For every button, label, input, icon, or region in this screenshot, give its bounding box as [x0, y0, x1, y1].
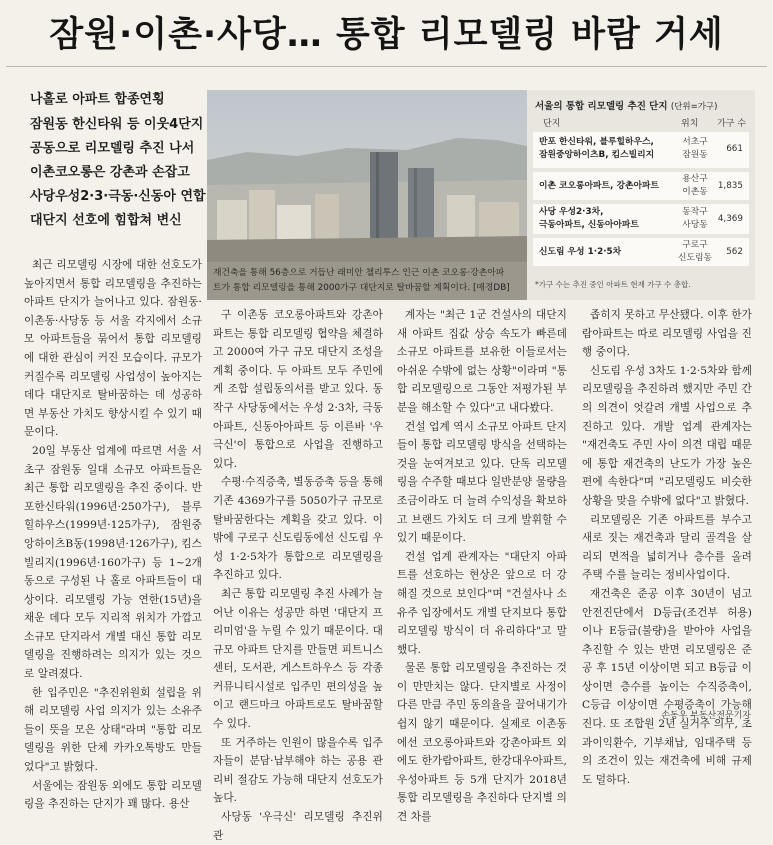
row-complex-line: 이촌 코오롱아파트, 강촌아파트	[539, 181, 659, 191]
paragraph: 건설 업계 관계자는 "대단지 아파트를 선호하는 현상은 앞으로 더 강해질 것으로 보인다"며 "건설사나 소유주 입장에서도 개별 단지보다 통합 리모델링 방식이 더 유리하다"고 말했다.	[397, 550, 567, 656]
lead-label: 나홀로 아파트 합종연횡	[30, 92, 165, 107]
photo-caption-line: 재건축을 통해 56층으로 거듭난 래미안 첼리투스 인근 이촌 코오롱·강촌아파	[213, 268, 505, 278]
row-complex-line: 극동아파트, 신동아아파트	[539, 220, 639, 230]
lead-line: 사당우성2·3·극동·신동아 연합	[30, 189, 206, 204]
paragraph: 재건축은 준공 이후 30년이 넘고 안전진단에서 D등급(조건부 허용) 이나 E등급(불량)을 받아야 사업을 추진할 수 있는 반면 리모델링은 준공 후 15년 이상이면 되고 B등급 이상이면 층수를 높이는 수직증축이, C등급 이상이면 수평증축이 가능해진다. 또 조합원 2년 실거주 의무, 초과이익환수, 기부채납, 임대주택 등의 조건이 있는 재건축에 비해 규제도 덜하다.	[582, 587, 752, 786]
lead-line: 잠원동 한신타워 등 이웃4단지	[30, 117, 204, 132]
paragraph: 구 이촌동 코오롱아파트와 강촌아파트는 통합 리모델링 협약을 체결하고 2000여 가구 규모 대단지 조성을 계획 중이다. 두 아파트 모두 주민에게 조합 설립동의서를 받고 있다. 동작구 사당동에서는 우성 2·3차, 극동아파트, 신동아아파트 등 이른바 '우극신'이 통합으로 사업을 진행하고 있다.	[213, 309, 383, 470]
paragraph: 리모델링은 기존 아파트를 부수고 새로 짓는 재건축과 달리 골격을 살리되 면적을 넓히거나 층수를 올려 주택 수를 늘리는 정비사업이다.	[582, 513, 752, 582]
paragraph: 건설 업계 역시 소규모 아파트 단지들이 통합 리모델링 방식을 선택하는 것을 눈여겨보고 있다. 단독 리모델링을 수주할 때보다 일반분양 물량을 조금이라도 더 늘려 수익성을 확보하고 브랜드 가치도 더 크게 발휘할 수 있기 때문이다.	[397, 420, 568, 545]
article-column-1	[24, 256, 202, 814]
row-location-line: 사당동	[682, 220, 708, 230]
header-households: 가구 수	[717, 119, 746, 129]
lead-line: 공동으로 리모델링 추진 나서	[30, 141, 195, 156]
paragraph: 최근 리모델링 시장에 대한 선호도가 높아지면서 통합 리모델링을 추진하는 아파트 단지가 늘어나고 있다. 잠원동·이촌동·사당동 등 서울 각지에서 소규모 아파트들을 묶어서 통합 리모델링에 대한 관심이 커진 모습이다. 규모가 커질수록 리모델링 사업성이 높아지는 데다 대단지로 탈바꿈하는 데 성공하면 부동산 가치도 향상시킬 수 있기 때문이다.	[24, 259, 202, 439]
row-location-line: 이촌동	[682, 187, 708, 197]
row-complex	[539, 246, 621, 259]
row-location-line: 신도림동	[678, 253, 712, 263]
paragraph: 수평·수직증축, 별동증축 등을 통해 기존 4369가구를 5050가구 규모로 탈바꿈한다는 계획을 갖고 있다. 이 밖에 구로구 신도림동에선 신도림 우성 1·2·5차가 통합으로 리모델링을 추진하고 있다.	[213, 476, 384, 582]
paragraph: 20일 부동산 업계에 따르면 서울 서초구 잠원동 일대 소규모 아파트들은 최근 통합 리모델링을 추진 중이다. 반포한신타워(1996년·250가구), 블루힐하우스(1999년·125가구), 잠원중앙하이츠B동(1998년·126가구), 킴스빌리지(1996년·160가구) 등 1~2개동으로 구성된 나 홀로 아파트들이 대상이다. 리모델링 가능 연한(15년)을 채운 데다 모두 지리적 위치가 가깝고 소규모 단지라서 개별 대신 통합 리모델링을 진행하려는 의지가 있는 것으로 알려졌다.	[24, 444, 202, 681]
row-location-line: 서초구	[682, 137, 708, 147]
paragraph: 신도림 우성 3차도 1·2·5차와 함께 리모델링을 추진하려 했지만 주민 간의 의견이 엇갈려 개별 사업으로 추진하고 있다. 개발 업계 관계자는 "재건축도 주민 사이 의견 대립 때문에 통합 재건축의 난도가 가장 높은 편에 속한다"며 "리모델링도 비슷한 상황을 맞을 수밖에 없다"고 밝혔다.	[582, 364, 752, 507]
info-note: *가구 수는 추진 중인 아파트 현재 가구 수 총합.	[535, 280, 691, 289]
row-location	[675, 136, 715, 162]
row-complex	[539, 136, 654, 162]
paragraph: 또 거주하는 인원이 많을수록 입주자들이 분담·납부해야 하는 공용 관리비 절감도 가능해 대단지 선호도가 높다.	[213, 736, 383, 805]
row-location-line: 용산구	[682, 174, 708, 184]
row-complex	[539, 206, 639, 232]
info-table-box	[527, 90, 755, 300]
info-row	[533, 132, 749, 168]
paragraph: 서울에는 잠원동 외에도 통합 리모델링을 추진하는 단지가 꽤 많다. 용산	[24, 779, 202, 811]
row-complex-line: 신도림 우성 1·2·5차	[539, 247, 622, 257]
header-complex: 단지	[543, 119, 561, 129]
lead-box	[30, 88, 210, 233]
info-title	[535, 98, 717, 112]
info-header-row	[539, 116, 747, 130]
paragraph: 계자는 "최근 1군 건설사의 대단지 새 아파트 집값 상승 속도가 빠른데 소규모 아파트를 보유한 이들로서는 아쉬운 수밖에 없는 상황"이라며 "통합 리모델링으로 그동안 저평가된 부분을 해소할 수 있다"고 내다봤다.	[397, 309, 567, 414]
row-location	[675, 239, 715, 265]
row-households: 562	[726, 247, 743, 257]
info-row	[533, 238, 749, 266]
byline: 손동우 부동산전문기자	[661, 711, 751, 721]
paragraph: 좁히지 못하고 무산됐다. 이후 한가람아파트는 따로 리모델링 사업을 진행 중이다.	[582, 309, 753, 359]
paragraph: 최근 통합 리모델링 추진 사례가 늘어난 이유는 성공만 하면 '대단지 프리미엄'을 누릴 수 있기 때문이다. 대규모 아파트 단지를 만들면 피트니스센터, 도서관, 게스트하우스 등 각종 커뮤니티시설로 입주민 편의성을 높이고 랜드마크 아파트로도 탈바꿈할 수 있다.	[213, 587, 384, 731]
info-unit: (단위=가구)	[670, 102, 718, 112]
paragraph: 사당동 '우극신' 리모델링 추진위 관	[213, 811, 383, 842]
row-complex-line: 잠원중앙하이츠B, 킴스빌리지	[539, 150, 655, 160]
row-households: 1,835	[717, 181, 743, 191]
info-row	[533, 204, 749, 234]
info-row	[533, 172, 749, 200]
paragraph: 한 입주민은 "추진위원회 설립을 위해 리모델링 사업 의지가 있는 소유주들이 뜻을 모은 상태"라며 "통합 리모델링을 위한 단체 카카오톡방도 만들었다"고 밝혔다.	[24, 686, 202, 774]
row-households: 4,369	[717, 214, 743, 224]
info-title-text: 서울의 통합 리모델링 추진 단지	[535, 101, 668, 112]
row-households: 661	[726, 144, 743, 154]
article-column-2	[213, 306, 383, 845]
row-location	[675, 173, 715, 199]
row-complex-line: 반포 한신타워, 블루힐하우스,	[539, 137, 654, 147]
headline-divider	[6, 66, 767, 67]
row-location-line: 잠원동	[682, 150, 708, 160]
article-column-3	[397, 306, 567, 827]
photo-caption	[213, 266, 533, 296]
header-location: 위치	[681, 119, 699, 129]
row-complex	[539, 180, 659, 193]
photo-caption-line: 트가 통합 리모델링을 통해 2000가구 대단지로 탈바꿈할 계획이다. [매경DB]	[213, 283, 510, 293]
row-location	[675, 206, 715, 232]
lead-line: 이촌코오롱은 강촌과 손잡고	[30, 165, 190, 180]
row-location-line: 동작구	[682, 207, 708, 217]
row-complex-line: 사당 우성2·3차,	[539, 207, 604, 217]
headline: 잠원·이촌·사당… 통합 리모델링 바람 거세	[49, 15, 724, 55]
row-location-line: 구로구	[682, 240, 708, 250]
paragraph: 물론 통합 리모델링을 추진하는 것이 만만치는 않다. 단지별로 사정이 다른 만큼 주민 동의율을 끌어내기가 쉽지 않기 때문이다. 실제로 이촌동에선 코오롱아파트와 강촌아파트 외에도 한가람아파트, 한강대우아파트, 우성아파트 등 5개 단지가 2018년 통합 리모델링을 추진하다 단지별 의견 차를	[397, 662, 567, 824]
lead-line: 대단지 선호에 힘합쳐 변신	[30, 213, 182, 228]
